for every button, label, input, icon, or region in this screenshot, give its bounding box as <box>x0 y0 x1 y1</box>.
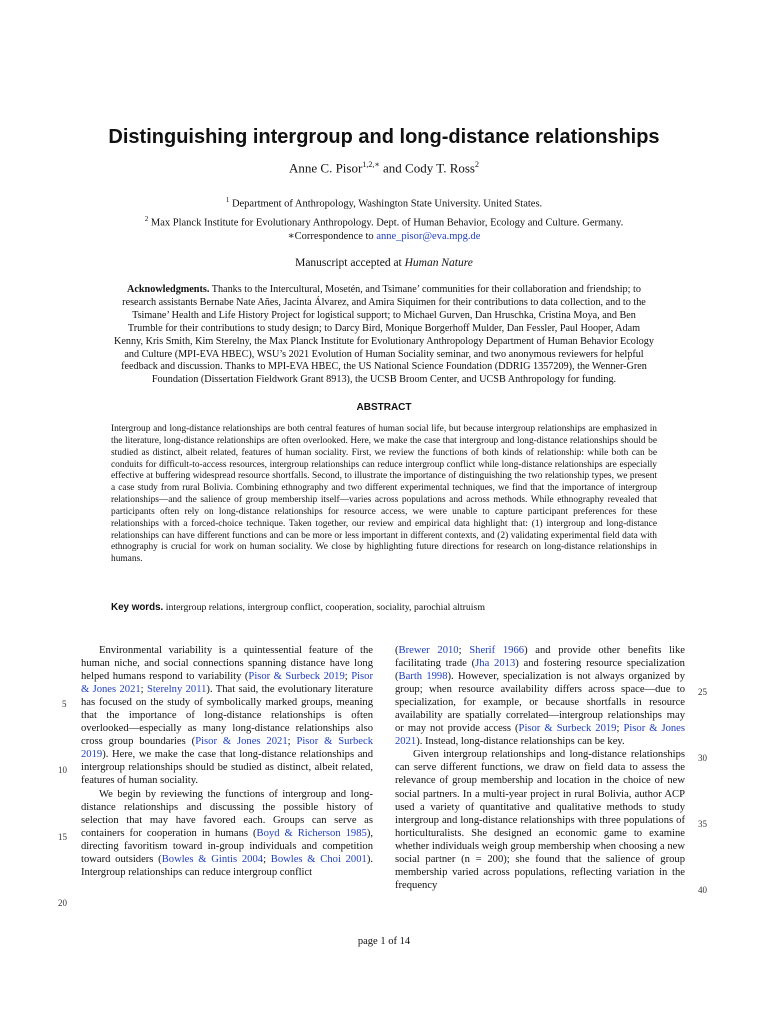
body-text: We begin by reviewing the functions of intergroup and long-distance relationships and discussing the possible history of selection that may have favored each. Groups can serve as containers for cooperation in humans ( <box>81 788 373 839</box>
citation-link[interactable]: Pisor & Jones 2021 <box>81 671 373 696</box>
affiliations <box>0 193 768 244</box>
body-text: ). Here, we make the case that long-distance relationships and intergroup relationships should be studied as distinct, albeit related, features of human sociality. <box>81 749 373 787</box>
abstract-heading: ABSTRACT <box>356 402 412 413</box>
line-number: 25 <box>698 687 707 697</box>
body-text: ; <box>458 645 470 656</box>
body-paragraph <box>395 748 685 892</box>
keywords-label: Key words. <box>111 602 164 613</box>
citation-link[interactable]: Pisor & Jones 2021 <box>195 736 288 748</box>
affiliation-line <box>0 212 768 231</box>
body-paragraph <box>395 644 685 748</box>
manuscript-prefix: Manuscript accepted at <box>295 257 405 269</box>
body-text: ; <box>287 736 297 748</box>
acknowledgments-text: Thanks to the Intercultural, Mosetén, and Tsimane’ communities for their collaboration and friendship; to research assistants Bernabe Nate Añes, Jacinta Álvarez, and Amira Siquimen for their contributions to data collection, and to the Tsimane’ Health and Life History Project for logistical support; to Michael Gurven, Dan Hruschka, Cristina Moya, and Ben Trumble for their contributions to study design; to Darcy Bird, Monique Borgerhoff Mulder, Dan Fessler, Paul Hooper, Adam Kenny, Kris Smith, Kim Sterelny, the Max Planck Institute for Evolutionary Anthropology Department of Human Behavior Ecology and Culture (MPI-EVA HBEC), WSU’s 2021 Evolution of Human Sociality seminar, and two anonymous reviewers for helpful feedback and discussion. Thanks to MPI-EVA HBEC, the US National Science Foundation (DDRIG 1357209), the Wenner-Gren Foundation (Dissertation Fieldwork Grant 8913), the UCSB Broom Center, and UCSB Anthropology for funding. <box>114 284 654 386</box>
citation-link[interactable]: Brewer 2010 <box>398 645 459 656</box>
journal-name: Human Nature <box>404 257 473 269</box>
body-text: Given intergroup relationships and long-distance relationships can serve different functions, we draw on field data to assess the relevance of group membership and location in the choice of new social partners. In a multi-year project in rural Bolivia, author ACP used a variety of quantitative and qualitative methods to study intergroup and long-distance relationships with three populations of horticulturalists. She designed an economic game to examine whether individuals weigh group membership when choosing a new social partner (n = 200); she found that the salience of group membership varied across populations, reflecting variation in the frequency <box>395 749 685 891</box>
citation-link[interactable]: Sterelny 2011 <box>146 684 207 696</box>
author-name: Cody T. Ross <box>405 160 475 176</box>
line-number: 10 <box>58 765 67 775</box>
body-text: Environmental variability is a quintessential feature of the human niche, and social connections spanning distance have long helped humans respond to variability ( <box>81 645 373 683</box>
page-footer: page 1 of 14 <box>357 936 411 947</box>
author-name: Anne C. Pisor <box>289 160 363 176</box>
correspondence-line <box>0 230 768 244</box>
body-paragraph <box>81 644 373 788</box>
body-text: ). That said, the evolutionary literature has focused on the study of symbolically marked groups, meaning that the importance of long-distance relationships is often overlooked—especially as many long-distance relationships also cross group boundaries ( <box>81 684 373 748</box>
body-text: ). Instead, long-distance relationships can be key. <box>416 736 625 748</box>
affiliation-line <box>0 193 768 212</box>
keywords-text: intergroup relations, intergroup conflict, cooperation, sociality, parochial altruism <box>163 602 485 613</box>
body-text: ). However, specialization is not always organized by group; when resource availability differs across space—due to specialization, for example, or because shortfalls in resource availability are spatially correlated—intergroup relationships may or may not provide access ( <box>395 671 685 735</box>
paper-title: Distinguishing intergroup and long-distance relationships <box>108 126 660 148</box>
keywords <box>111 602 657 613</box>
author-line <box>0 160 768 176</box>
affiliation-text: Max Planck Institute for Evolutionary Anthropology. Dept. of Human Behavior, Ecology and Culture. Germany. <box>148 217 624 228</box>
body-text: ). Intergroup relationships can reduce intergroup conflict <box>81 853 374 878</box>
correspondence-prefix: ∗Correspondence to <box>287 231 377 242</box>
body-paragraph <box>81 788 373 879</box>
citation-link[interactable]: Pisor & Surbeck 2019 <box>81 736 373 761</box>
body-column-right <box>395 644 685 892</box>
manuscript-status <box>0 257 768 269</box>
citation-link[interactable]: Sherif 1966 <box>469 645 525 656</box>
correspondence-email-link[interactable]: anne_pisor@eva.mpg.de <box>376 231 481 242</box>
line-number: 40 <box>698 885 707 895</box>
citation-link[interactable]: Bowles & Gintis 2004 <box>161 853 264 865</box>
line-number: 5 <box>62 699 67 709</box>
body-text: ; <box>140 684 147 696</box>
body-text: ; <box>344 671 352 683</box>
affiliation-mark: 2 <box>144 214 149 223</box>
author-connector: and <box>379 160 406 176</box>
author-affiliation-marks: 2 <box>474 160 479 169</box>
body-text: ; <box>263 853 271 865</box>
citation-link[interactable]: Bowles & Choi 2001 <box>270 853 367 865</box>
citation-link[interactable]: Jha 2013 <box>475 658 516 670</box>
line-number: 15 <box>58 832 67 842</box>
citation-link[interactable]: Pisor & Jones 2021 <box>395 723 685 748</box>
citation-link[interactable]: Barth 1998 <box>398 671 448 683</box>
affiliation-mark: 1 <box>225 196 230 204</box>
body-text: ), directing favoritism toward in-group individuals and competition toward outsiders ( <box>81 827 373 865</box>
author-affiliation-marks: 1,2,∗ <box>362 160 380 169</box>
affiliation-text: Department of Anthropology, Washington State University. United States. <box>229 198 543 210</box>
acknowledgments-heading: Acknowledgments. <box>127 284 210 295</box>
citation-link[interactable]: Pisor & Surbeck 2019 <box>248 671 345 683</box>
line-number: 30 <box>698 753 707 763</box>
acknowledgments <box>114 284 654 387</box>
body-text: ) and provide other benefits like facilitating trade ( <box>395 645 685 670</box>
citation-link[interactable]: Pisor & Surbeck 2019 <box>518 723 617 735</box>
line-number: 35 <box>698 819 707 829</box>
body-text: ; <box>616 723 624 735</box>
line-number: 20 <box>58 898 67 908</box>
body-column-left <box>81 644 373 879</box>
abstract-text: Intergroup and long-distance relationships are both central features of human social life, but because intergroup relationships are emphasized in the literature, long-distance relationships are often overlooked. Here, we make the case that intergroup and long-distance relationships should be studied as distinct, albeit related, features of human sociality. First, we review the functions of both kinds of relationship: while both can be conduits for difficult-to-access resources, intergroup relationships can reduce intergroup conflict while long-distance relationships are especially effective at buffering widespread resource shortfalls. Second, to illustrate the importance of distinguishing the two relationship types, we present a case study from rural Bolivia. Combining ethnography and two different experimental techniques, we find that the importance of intergroup relationships—and the salience of group membership itself—varies across populations and across methods. While ethnography revealed that participants often rely on long-distance relationships for resource access, we were unable to capture participant preferences for these relationships with a forced-choice technique. Taken together, our review and empirical data highlight that: (1) intergroup and long-distance relationships can have different functions and can be more or less important in different contexts, and (2) validating experimental field data with ethnography is crucial for work on human sociality. We close by highlighting future directions for research on long-distance relationships in humans. <box>111 424 657 565</box>
body-text: ) and fostering resource specialization ( <box>395 658 685 683</box>
body-text: ( <box>395 645 399 656</box>
citation-link[interactable]: Boyd & Richerson 1985 <box>256 827 367 839</box>
